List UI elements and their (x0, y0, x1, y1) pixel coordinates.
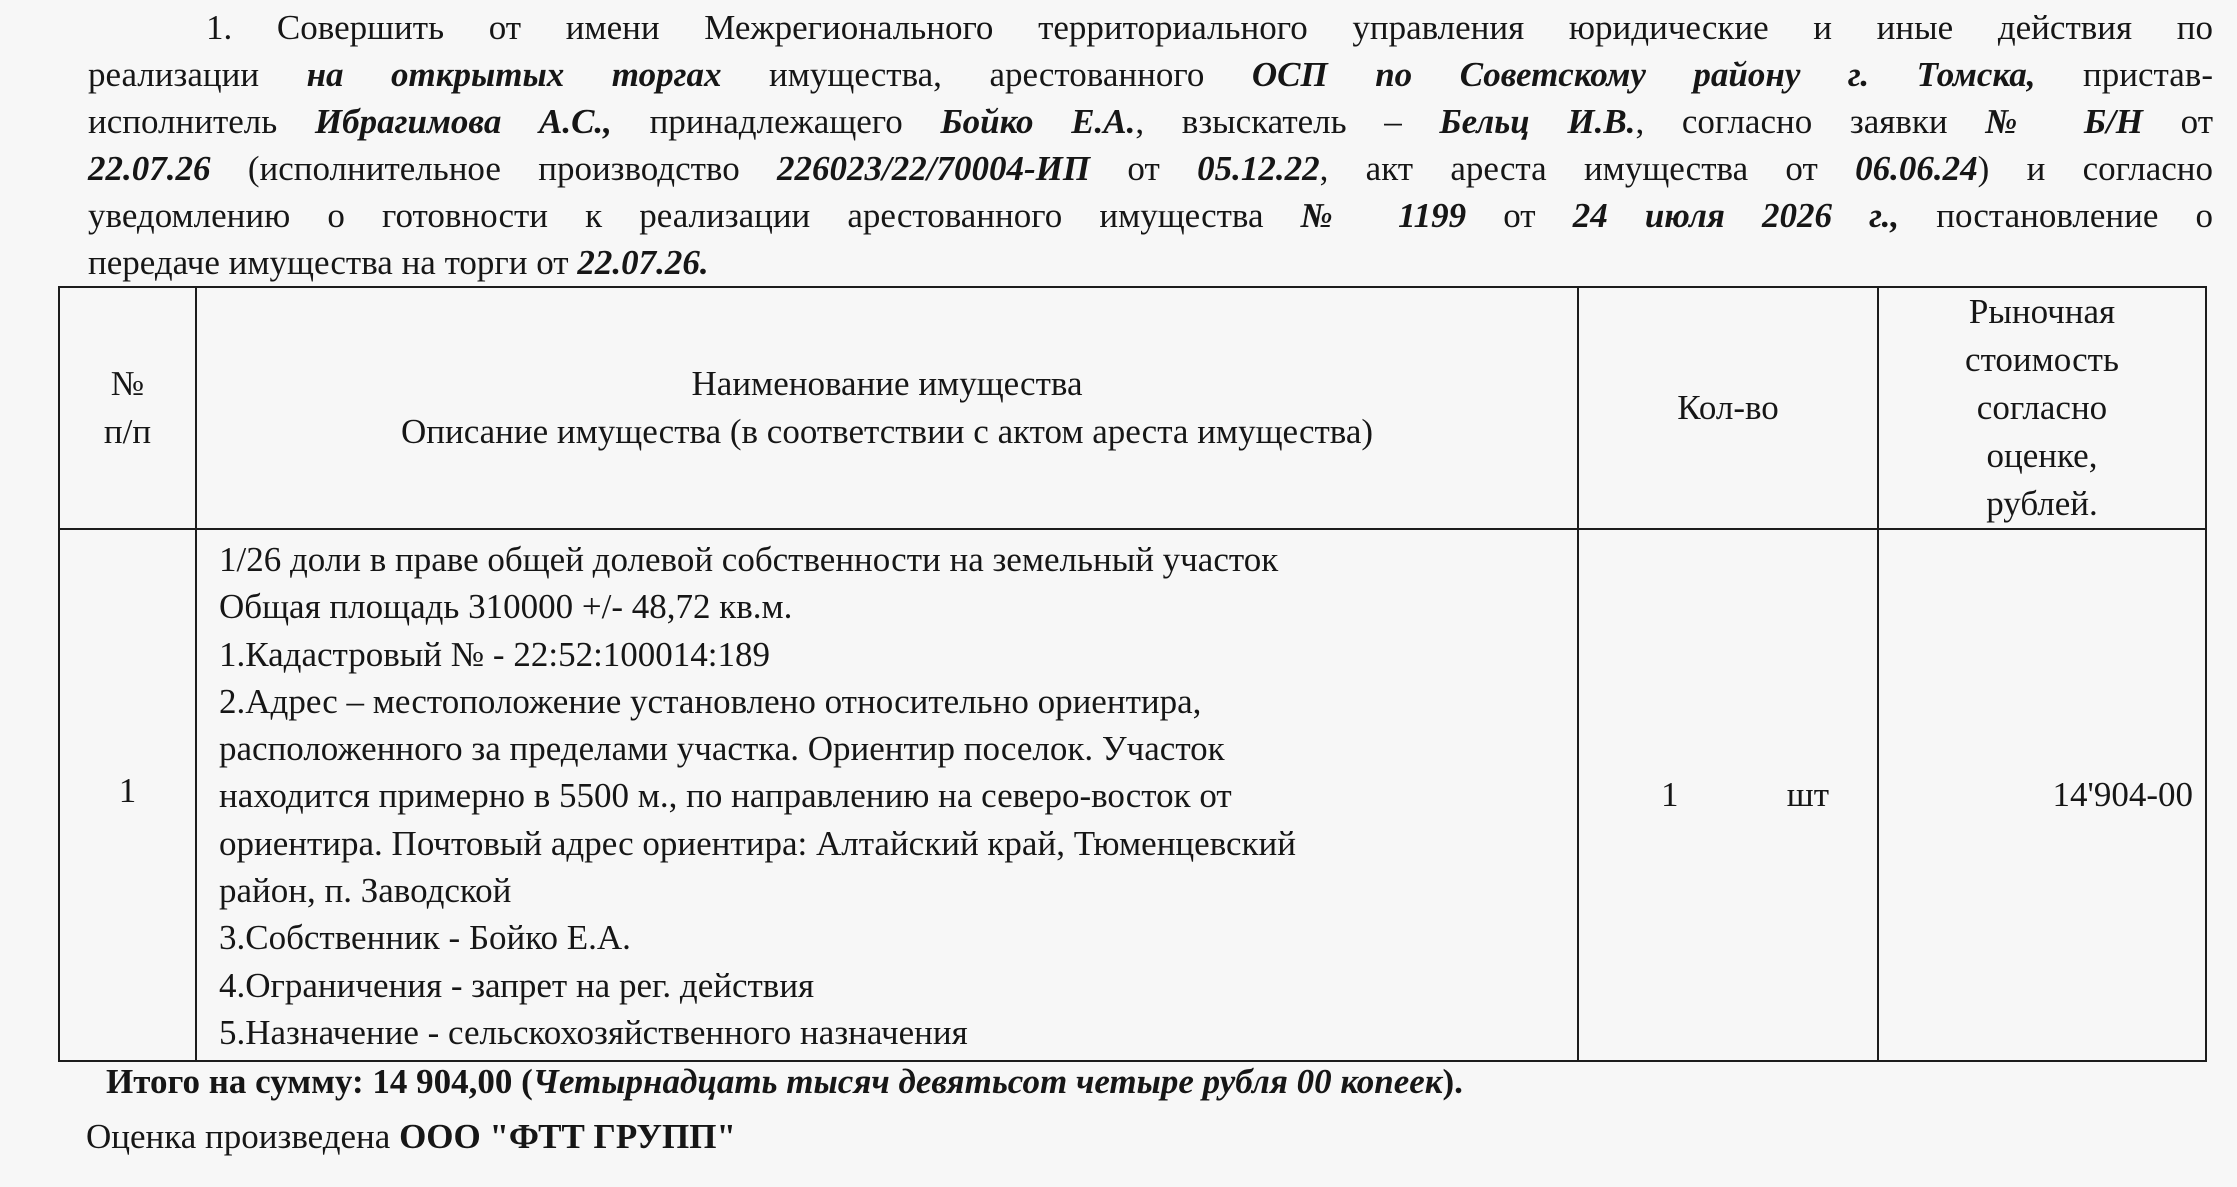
header-number-line: п/п (103, 412, 152, 451)
table-row (59, 529, 2206, 1061)
row-number: 1 (59, 529, 196, 1061)
notice-date: 24 июля 2026 г., (1572, 196, 1900, 235)
paragraph-line-6 (88, 239, 2213, 286)
quantity-wrap (1579, 775, 1877, 815)
description-line: район, п. Заводской (219, 871, 512, 911)
paragraph-text: передаче имущества на торги от (88, 243, 578, 282)
description-line: ориентира. Почтовый адрес ориентира: Алтайский край, Тюменцевский (219, 823, 1297, 863)
header-number-line: № (110, 364, 145, 403)
paragraph-text: принадлежащего (611, 102, 941, 141)
paragraph-text: от (1090, 149, 1198, 188)
paragraph-line-1 (88, 4, 2213, 51)
bailiff-name: Ибрагимова А.С., (314, 102, 612, 141)
paragraph-line-2 (88, 51, 2213, 98)
header-quantity (1578, 287, 1878, 529)
total-suffix: ). (1442, 1062, 1463, 1101)
description-line: 1.Кадастровый № - 22:52:100014:189 (219, 634, 771, 674)
paragraph-text: от (2143, 102, 2214, 141)
total-prefix: Итого на сумму: 14 904,00 ( (106, 1062, 533, 1101)
arrest-act-date: 06.06.24 (1855, 149, 1978, 188)
header-quantity-label: Кол-во (1677, 388, 1779, 427)
header-name-line: Наименование имущества (691, 364, 1083, 403)
paragraph-text: пристав- (2035, 55, 2213, 94)
header-description-line: Описание имущества (в соответствии с актом ареста имущества) (400, 412, 1374, 451)
paragraph-text: (исполнительное производство (210, 149, 778, 188)
quantity-unit: шт (1786, 775, 1829, 815)
description-line: 4.Ограничения - запрет на рег. действия (219, 965, 815, 1005)
description-line: 2.Адрес – местоположение установлено относительно ориентира, (219, 681, 1202, 721)
paragraph-line-4 (88, 145, 2213, 192)
paragraph-line-5 (88, 192, 2213, 239)
appraiser-name: ООО "ФТТ ГРУПП" (399, 1117, 736, 1156)
market-value: 14'904-00 (1878, 529, 2206, 1061)
paragraph-text: постановление о (1899, 196, 2214, 235)
total-in-words: Четырнадцать тысяч девятьсот четыре рубля 00 копеек (532, 1062, 1443, 1101)
description-line: расположенного за пределами участка. Ориентир поселок. Участок (219, 729, 1225, 769)
owner-name: Бойко Е.А. (940, 102, 1136, 141)
header-market-value (1878, 287, 2206, 529)
header-value-line: рублей. (1986, 484, 2098, 523)
claimant-name: Бельц И.В. (1439, 102, 1636, 141)
enforcement-date: 05.12.22 (1197, 149, 1320, 188)
notice-number: № 1199 (1300, 196, 1467, 235)
table-header-row (59, 287, 2206, 529)
header-number (59, 287, 196, 529)
bailiff-department: ОСП по Советскому району г. Томска, (1251, 55, 2036, 94)
description-line: Общая площадь 310000 +/- 48,72 кв.м. (219, 587, 793, 627)
property-description (196, 529, 1578, 1061)
auction-type: на открытых торгах (306, 55, 722, 94)
header-value-line: согласно (1976, 388, 2108, 427)
assignment-paragraph (88, 4, 2213, 286)
property-table (58, 286, 2207, 1062)
enforcement-number: 226023/22/70004-ИП (777, 149, 1091, 188)
transfer-decision-date: 22.07.26. (577, 243, 709, 282)
application-number: № Б/Н (1985, 102, 2144, 141)
quantity-cell (1578, 529, 1878, 1061)
paragraph-text: исполнитель (88, 102, 315, 141)
quantity-value: 1 (1661, 775, 1679, 815)
paragraph-text: ) и согласно (1977, 149, 2214, 188)
paragraph-text: , акт ареста имущества от (1319, 149, 1856, 188)
header-name (196, 287, 1578, 529)
header-value-line: стоимость (1965, 340, 2119, 379)
paragraph-text: реализации (88, 55, 307, 94)
description-line: 5.Назначение - сельскохозяйственного назначения (219, 1012, 968, 1052)
description-line: 1/26 доли в праве общей долевой собственности на земельный участок (219, 540, 1279, 579)
paragraph-line-3 (88, 98, 2213, 145)
appraiser-line (86, 1117, 736, 1157)
paragraph-text: 1. Совершить от имени Межрегионального территориального управления юридические и иные действия по (206, 8, 2213, 47)
paragraph-text: уведомлению о готовности к реализации арестованного имущества (88, 196, 1301, 235)
paragraph-text: имущества, арестованного (721, 55, 1252, 94)
paragraph-text: , согласно заявки (1635, 102, 1986, 141)
description-line: 3.Собственник - Бойко Е.А. (219, 918, 631, 958)
appraiser-prefix: Оценка произведена (86, 1117, 400, 1156)
total-sum (106, 1062, 1463, 1102)
header-value-line: оценке, (1986, 436, 2098, 475)
application-date: 22.07.26 (88, 149, 211, 188)
paragraph-text: от (1466, 196, 1573, 235)
description-line: находится примерно в 5500 м., по направлению на северо-восток от (219, 776, 1232, 816)
header-value-line: Рыночная (1968, 292, 2116, 331)
paragraph-text: , взыскатель – (1135, 102, 1440, 141)
